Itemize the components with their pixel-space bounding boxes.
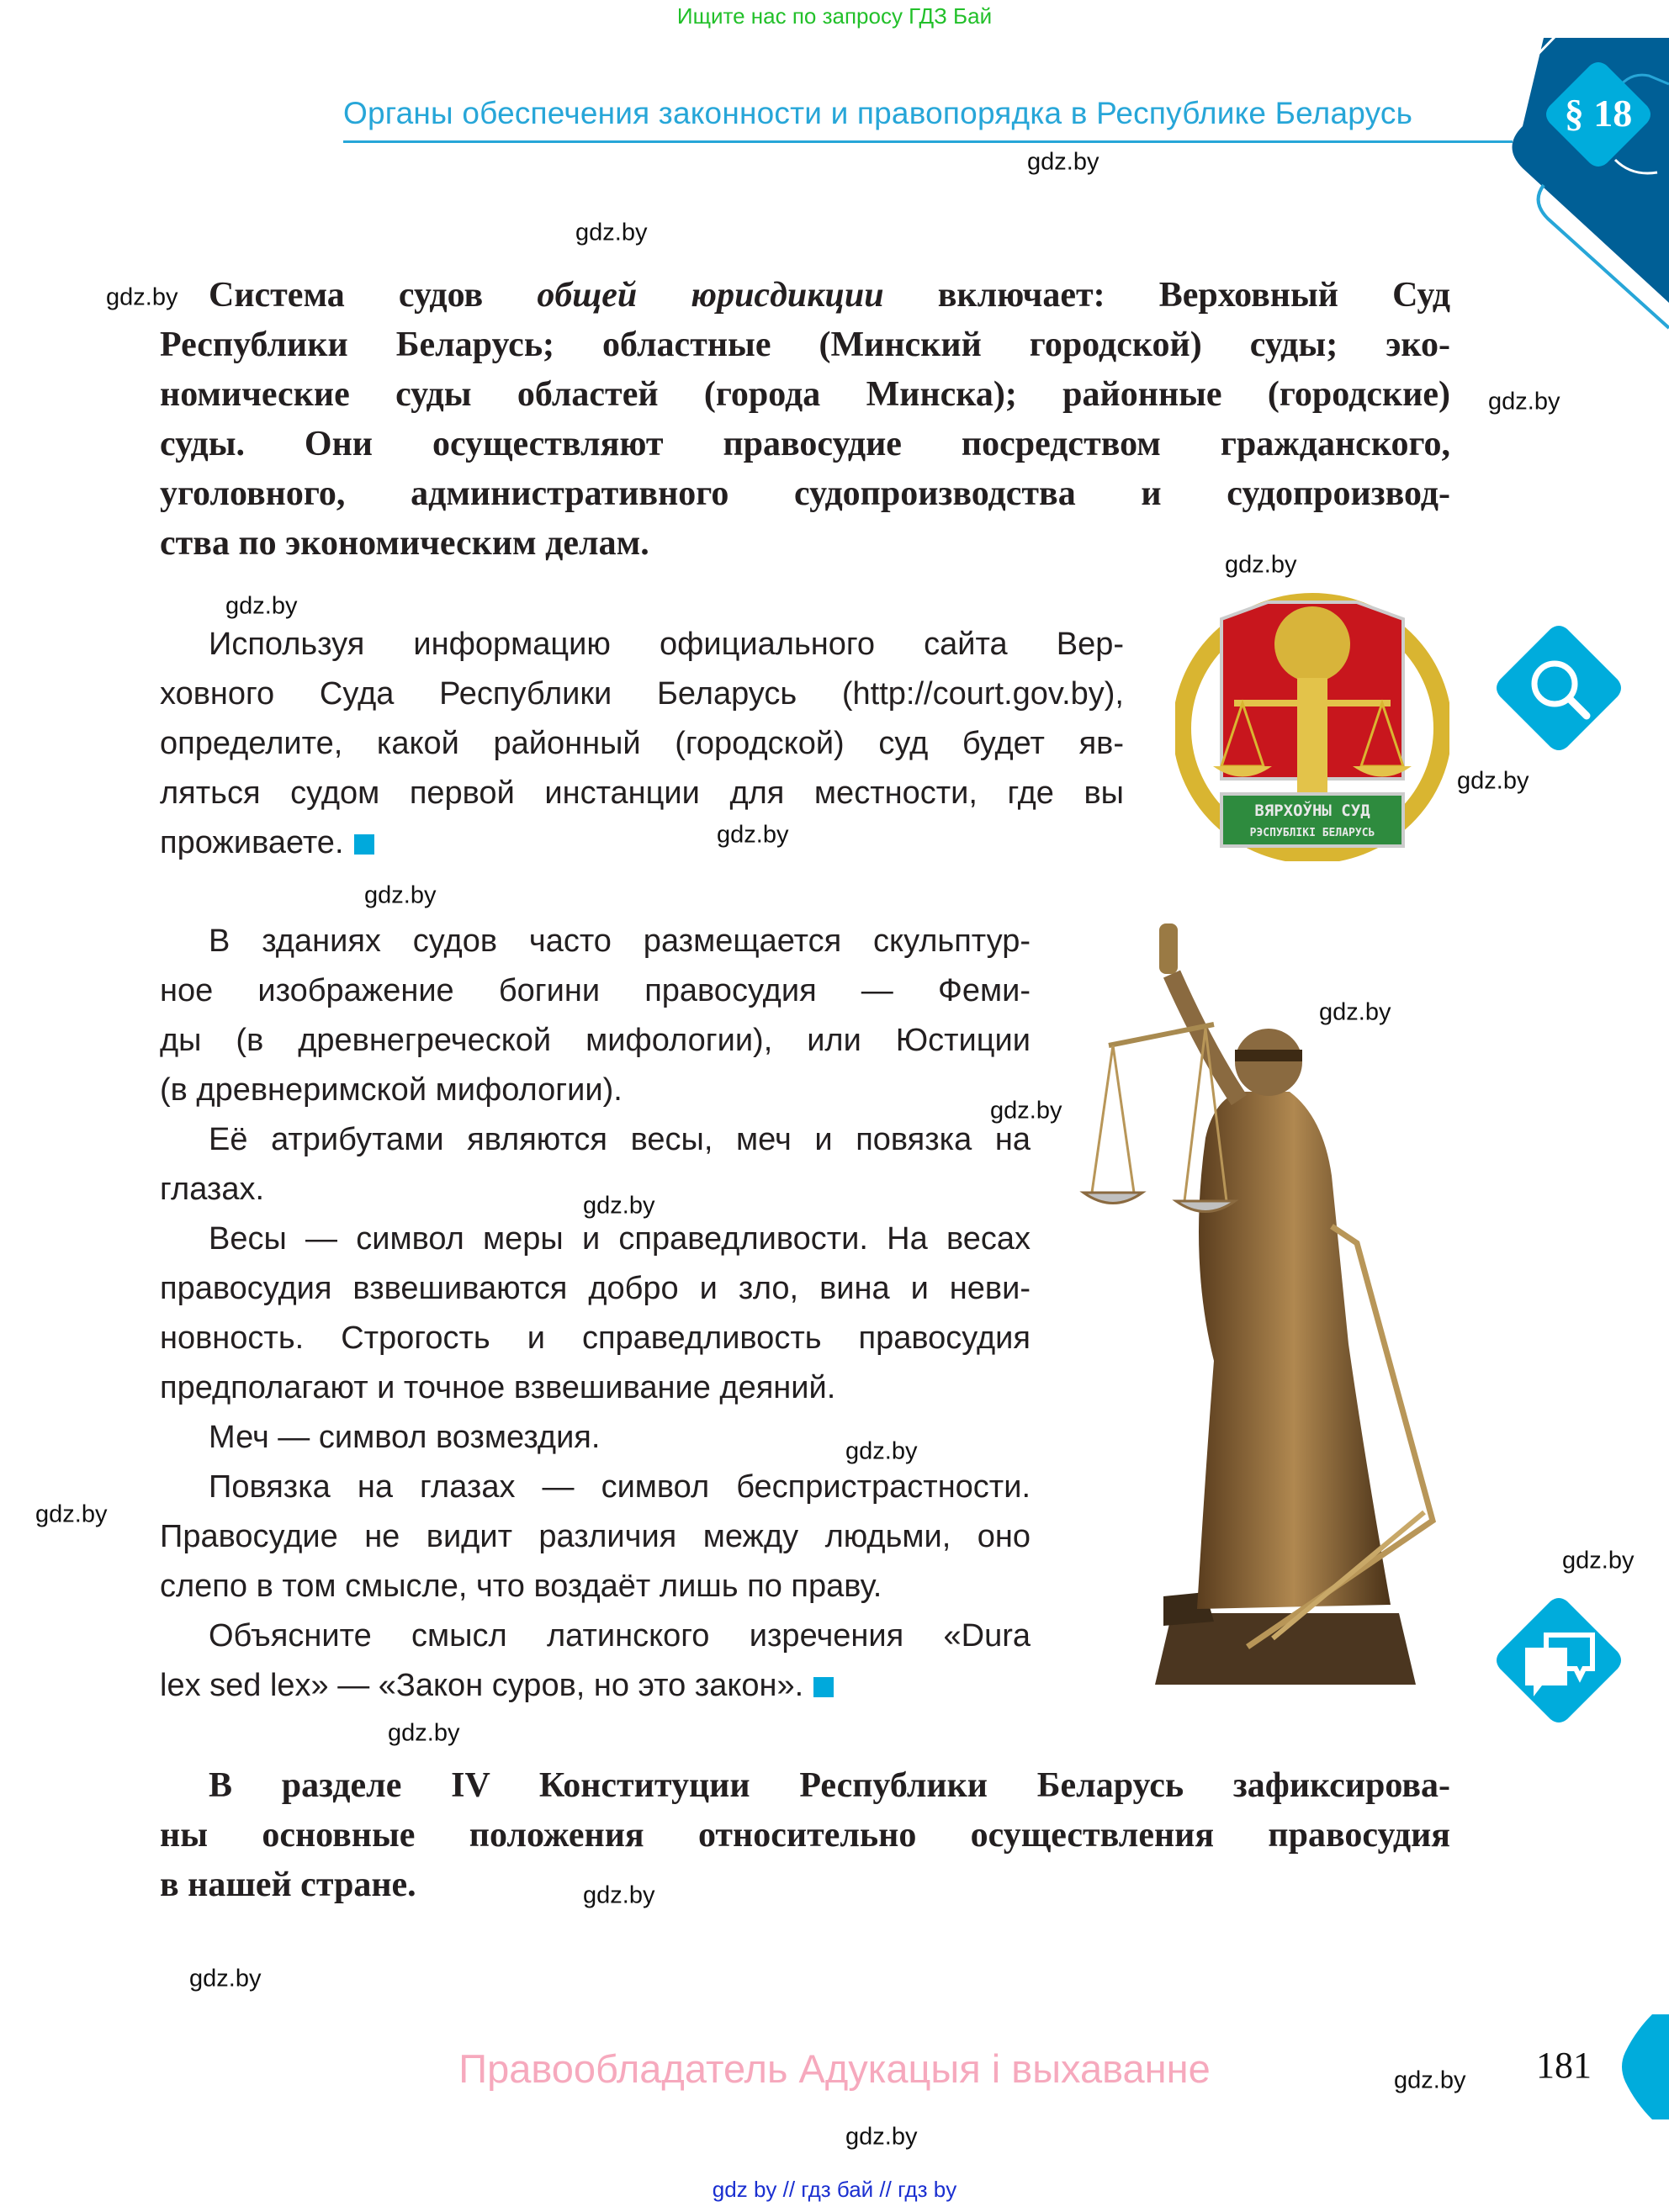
- watermark: gdz.by: [583, 1881, 655, 1909]
- text-line: ляться судом первой инстанции для местности, где вы: [160, 775, 1124, 811]
- text-line: определите, какой районный (городской) суд будет яв-: [160, 726, 1124, 761]
- text-line: в нашей стране.: [160, 1865, 416, 1904]
- themis-statue-image: [1079, 923, 1454, 1693]
- watermark: gdz.by: [845, 2123, 918, 2151]
- text-line: [209, 271, 1450, 320]
- footer-links[interactable]: gdz by // гдз бай // гдз by: [712, 2177, 957, 2202]
- search-task-icon[interactable]: [1496, 625, 1622, 751]
- text-run: проживаете.: [160, 825, 344, 860]
- section-badge: [1481, 34, 1669, 336]
- copyright-notice: Правообладатель Адукацыя і выхаванне: [458, 2046, 1211, 2091]
- watermark: gdz.by: [388, 1719, 460, 1747]
- watermark: gdz.by: [35, 1500, 108, 1528]
- text-line: ное изображение богини правосудия — Феми-: [160, 973, 1031, 1008]
- emblem-text: ВЯРХОЎНЫ СУД: [1254, 802, 1370, 820]
- text-line: Повязка на глазах — символ беспристрастности.: [209, 1469, 1031, 1505]
- supreme-court-emblem: [1175, 585, 1449, 861]
- text-line: (в древнеримской мифологии).: [160, 1072, 623, 1108]
- text-line: уголовного, административного судопроизводства и судопроизвод-: [160, 474, 1450, 513]
- watermark: gdz.by: [189, 1965, 262, 1992]
- text-line: ства по экономическим делам.: [160, 524, 649, 563]
- end-marker-icon: [354, 834, 374, 855]
- text-line: слепо в том смысле, что воздаёт лишь по праву.: [160, 1569, 882, 1604]
- section-number: § 18: [1564, 92, 1633, 135]
- emblem-text: РЭСПУБЛІКІ БЕЛАРУСЬ: [1249, 827, 1375, 839]
- watermark: gdz.by: [1457, 767, 1529, 795]
- watermark: gdz.by: [1562, 1547, 1635, 1574]
- watermark: gdz.by: [1225, 551, 1297, 579]
- text-line: ны основные положения относительно осуществления правосудия: [160, 1816, 1450, 1855]
- text-line: Объясните смысл латинского изречения «Dura: [209, 1618, 1031, 1654]
- text-line: глазах.: [160, 1172, 265, 1207]
- text-run: включает: Верховный Суд: [883, 276, 1450, 315]
- text-line: ховного Суда Республики Беларусь (http://court.gov.by),: [160, 676, 1124, 712]
- watermark: gdz.by: [106, 283, 178, 311]
- text-line: Меч — символ возмездия.: [209, 1420, 601, 1455]
- text-line: [160, 1661, 1031, 1711]
- text-line: Весы — символ меры и справедливости. На весах: [209, 1221, 1031, 1257]
- watermark: gdz.by: [583, 1192, 655, 1220]
- chapter-title: Органы обеспечения законности и правопорядка в Республике Беларусь: [343, 96, 1413, 130]
- watermark: gdz.by: [575, 219, 648, 246]
- watermark: gdz.by: [717, 821, 789, 849]
- watermark: gdz.by: [364, 881, 437, 909]
- text-line: Республики Беларусь; областные (Минский городской) суды; эко-: [160, 325, 1450, 364]
- page-number: 181: [1536, 2045, 1592, 2086]
- text-run: Система судов: [209, 276, 538, 315]
- text-run: lex sed lex» — «Закон суров, но это закон».: [160, 1668, 804, 1703]
- text-line: ды (в древнегреческой мифологии), или Юстиции: [160, 1023, 1031, 1058]
- text-line: Правосудие не видит различия между людьми, оно: [160, 1519, 1031, 1554]
- watermark: gdz.by: [225, 592, 298, 620]
- text-line: правосудия взвешиваются добро и зло, вина и неви-: [160, 1271, 1031, 1306]
- text-line: Её атрибутами являются весы, меч и повязка на: [209, 1122, 1031, 1157]
- text-line: В разделе IV Конституции Республики Беларусь зафиксирова-: [209, 1766, 1450, 1805]
- watermark: gdz.by: [990, 1097, 1062, 1125]
- top-note[interactable]: Ищите нас по запросу ГДЗ Бай: [676, 3, 993, 29]
- header-divider: [343, 140, 1513, 143]
- text-line: предполагают и точное взвешивание деяний.: [160, 1370, 836, 1405]
- discussion-task-icon[interactable]: [1496, 1597, 1622, 1723]
- text-line: новность. Строгость и справедливость правосудия: [160, 1320, 1031, 1356]
- end-marker-icon: [813, 1677, 834, 1697]
- text-line: Используя информацию официального сайта Вер-: [209, 627, 1124, 662]
- text-line: В зданиях судов часто размещается скульптур-: [209, 923, 1031, 959]
- watermark: gdz.by: [1394, 2066, 1466, 2094]
- watermark: gdz.by: [1027, 148, 1099, 176]
- text-line: [160, 818, 1124, 868]
- text-line: суды. Они осуществляют правосудие посредством гражданского,: [160, 425, 1450, 463]
- text-line: номические суды областей (города Минска); районные (городские): [160, 375, 1450, 414]
- page-tab-marker: [1619, 2014, 1669, 2119]
- italic-term: общей юрисдикции: [537, 276, 884, 315]
- watermark: gdz.by: [1319, 998, 1391, 1026]
- watermark: gdz.by: [1488, 388, 1560, 415]
- watermark: gdz.by: [845, 1437, 918, 1465]
